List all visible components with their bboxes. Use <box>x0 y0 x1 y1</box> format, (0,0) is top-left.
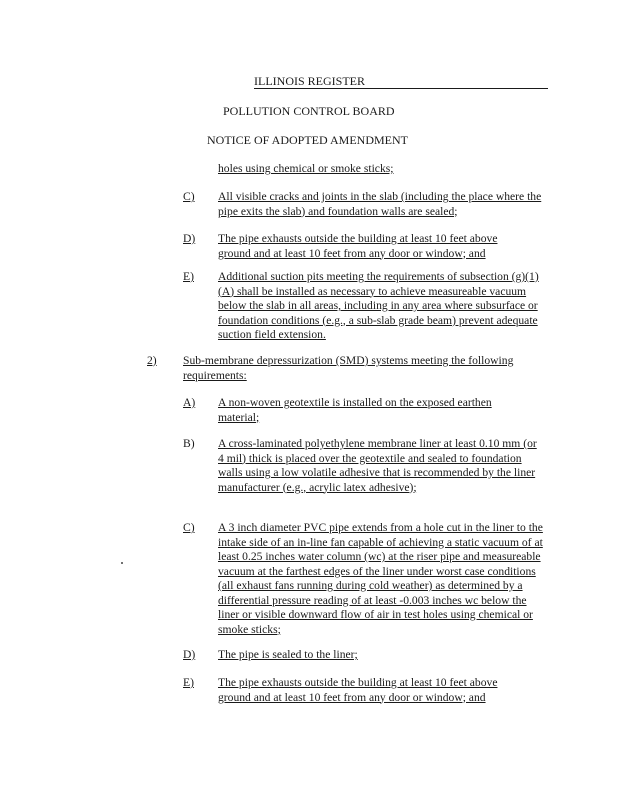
sub-d-text: The pipe is sealed to the liner; <box>218 648 358 661</box>
sub-c-label: C) <box>183 521 195 534</box>
item-d-label: D) <box>183 232 196 245</box>
sub-e-label: E) <box>183 676 194 689</box>
sub-a-label: A) <box>183 396 196 409</box>
continuation-text: holes using chemical or smoke sticks; <box>218 162 394 175</box>
sub-e-text: The pipe exhausts outside the building at least 10 feet above ground and at least 10 feet from any door or window; and <box>218 676 498 704</box>
header-rule <box>254 88 548 89</box>
sub-d-label: D) <box>183 648 196 661</box>
register-title: ILLINOIS REGISTER <box>254 74 365 88</box>
sub-c-text: A 3 inch diameter PVC pipe extends from a hole cut in the liner to the intake side of an in-line fan capable of achieving a static vacuum of at least 0.25 inches water column (wc) at the riser pipe and measureable vacuum at the farthest edges of the liner under worst case conditions (all exhaust fans running during cold weather) as determined by a differential pressure reading of at least -0.003 inches wc below the liner or visible downward flow of air in test holes using chemical or smoke sticks; <box>218 521 543 636</box>
item-c-text: All visible cracks and joints in the slab (including the place where the pipe exits the slab) and foundation walls are sealed; <box>218 190 542 218</box>
item-c-label: C) <box>183 190 195 203</box>
sub-a-text: A non-woven geotextile is installed on the exposed earthen material; <box>218 396 492 424</box>
item-e-text: Additional suction pits meeting the requirements of subsection (g)(1)(A) shall be installed as necessary to achieve measureable vacuum below the slab in all areas, including in any area where subsurface or foundation conditions (e.g., a sub-slab grade beam) prevent adequate suction field extension. <box>218 270 539 341</box>
sub-b-text: A cross-laminated polyethylene membrane liner at least 0.10 mm (or 4 mil) thick is placed over the geotextile and sealed to foundation walls using a low volatile adhesive that is recommended by the liner manufacturer (e.g., acrylic latex adhesive); <box>218 437 537 494</box>
section-2-text: Sub-membrane depressurization (SMD) systems meeting the following requirements: <box>183 354 514 382</box>
board-title: POLLUTION CONTROL BOARD <box>223 104 395 118</box>
item-e-label: E) <box>183 270 194 283</box>
notice-title: NOTICE OF ADOPTED AMENDMENT <box>207 133 408 147</box>
section-2-label: 2) <box>147 354 157 367</box>
scan-speck <box>121 562 123 564</box>
sub-b-label: B) <box>183 437 195 450</box>
item-d-text: The pipe exhausts outside the building at least 10 feet above ground and at least 10 feet from any door or window; and <box>218 232 498 260</box>
